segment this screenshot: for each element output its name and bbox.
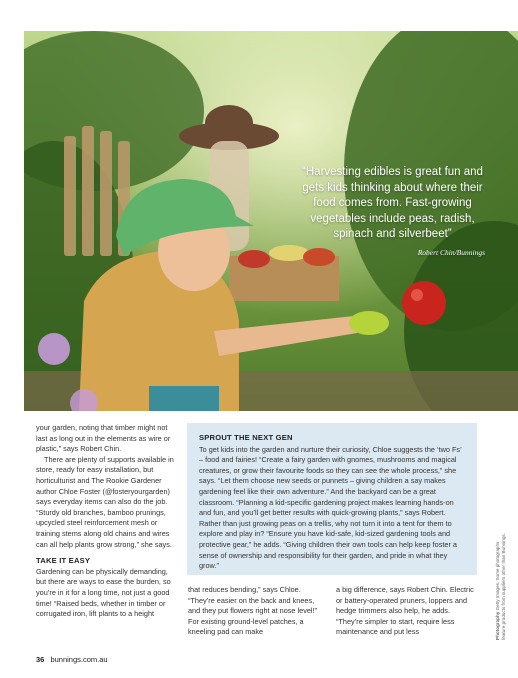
- sidebar-box: [187, 423, 477, 575]
- paragraph: that reduces bending,” says Chloe. “They’re easier on the back and knees, and they put flowers right at nose level!” For existing ground-level patches, a kneeling pad can make: [188, 585, 317, 637]
- article-column-3: [336, 585, 478, 638]
- pull-quote-text: “Harvesting edibles is great fun and gets kids thinking about where their food comes from. Fast-growing vegetables include peas, radish, spinach and silverbeet”: [302, 166, 483, 241]
- pull-quote-credit: Robert Chin/Bunnings: [417, 247, 485, 257]
- photo-credit: [495, 530, 507, 640]
- paragraph: There are plenty of supports available in store, ready for easy installation, but horticulturist and The Rookie Gardener author Chloe Foster (@fosteryourgarden) says everyday items can also do the job. “Sturdy old branches, bamboo prunings, upcycled steel reinforcement mesh or training stems along old chains and wires can all help plants grow strong,” she says.: [36, 454, 174, 549]
- section-heading: TAKE IT EASY: [36, 556, 91, 566]
- paragraph: Gardening can be physically demanding, but there are ways to ease the burden, so you’re in it for a long time, not just a good time! “Raised beds, whether in timber or corrugated iron, lift plants to a height: [36, 566, 171, 619]
- photo-credit-label: Photography: [495, 611, 500, 640]
- paragraph: your garden, noting that timber might not last as long out in the elements as wire or plastic,” says Robert Chin.: [36, 423, 171, 454]
- photo-credit-text: Getty Images. Some photographs feature products from suppliers other than Bunnings.: [495, 533, 506, 640]
- site-url: bunnings.com.au: [50, 655, 108, 664]
- sidebar-body: To get kids into the garden and nurture their curiosity, Chloe suggests the ‘two Fs’ – food and fairies! “Create a fairy garden with gnomes, mushrooms and magical creatures, or grow their favourite foods so they can see the whole process,” she says. “Let them choose new seeds or punnets – giving children a say makes gardening feel like their own adventure.” And the backyard can be a great classroom. “Planning a kid-specific gardening project makes learning hands-on and fun, and you’ll get better results with quick-growing plants,” says Robert. Rather than just growing peas on a trellis, why not turn it into a tent for them to explore and play in? “Ensure you have kid-safe, kid-sized gardening tools and protective gear,” he adds. “Giving children their own tools can help keep foster a sense of ownership and responsibility for their garden, and pride in what they grow.”: [199, 444, 462, 571]
- sidebar-heading: SPROUT THE NEXT GEN: [199, 433, 293, 442]
- page-footer: [36, 655, 108, 664]
- paragraph: a big difference, says Robert Chin. Electric or battery-operated pruners, loppers and hedge trimmers also help, he adds. “They’re simpler to start, require less maintenance and put less: [336, 585, 474, 637]
- pull-quote: [290, 165, 495, 261]
- page-number: 36: [36, 655, 45, 664]
- article-column-1: [36, 423, 178, 620]
- article-column-2: [188, 585, 328, 638]
